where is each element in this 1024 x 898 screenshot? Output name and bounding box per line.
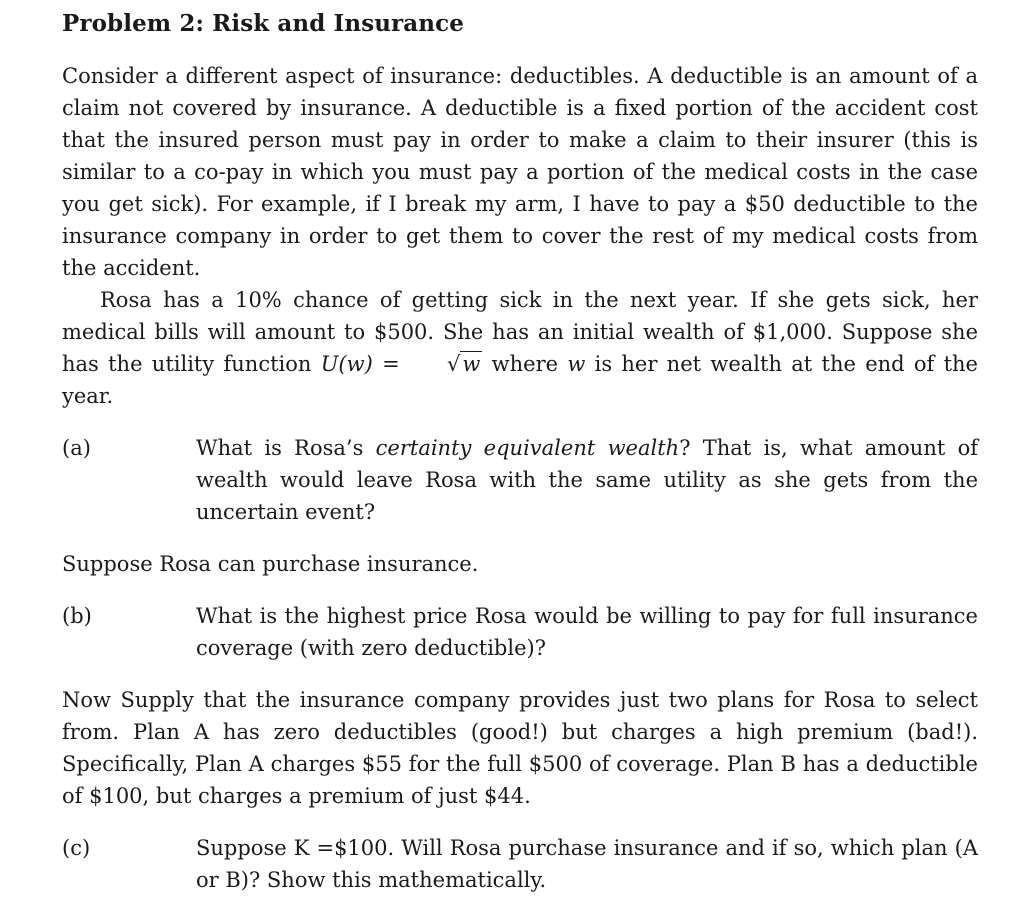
question-a-label: (a) (62, 436, 91, 460)
question-b-text: What is the highest price Rosa would be willing to pay for full insurance coverage (with zero deductible)? (196, 604, 978, 660)
rosa-text-1: Rosa has a 10% chance of getting sick in the next year. If she gets sick, her medical bills will amount to $500. She has an initial wealth of $1,000. Suppose she has the utility function (62, 288, 978, 376)
plans-paragraph: Now Supply that the insurance company provides just two plans for Rosa to select from. Plan A has zero deductibles (good!) but charges a high premium (bad!). Specifically, Plan A charges $55 for the full $500 of coverage. Plan B has a deductible of $100, but charges a premium of just $44. (62, 688, 978, 808)
rosa-text-2: where (482, 352, 568, 376)
sqrt-symbol: √ (446, 352, 461, 376)
question-a-text (196, 432, 978, 528)
utility-function-lhs: U(w) = (320, 352, 409, 376)
sqrt-expression (409, 348, 482, 380)
wealth-variable: w (567, 352, 586, 376)
question-c-label: (c) (62, 836, 91, 860)
question-b-label: (b) (62, 604, 92, 628)
question-a-emphasis: certainty equivalent wealth (375, 436, 680, 460)
purchase-line: Suppose Rosa can purchase insurance. (62, 552, 479, 576)
rosa-paragraph (62, 284, 978, 412)
question-a-text-1: What is Rosa’s (196, 436, 376, 460)
question-a-text-2: ? That is, what amount of wealth would leave Rosa with the same utility as she gets from the uncertain event? (196, 436, 979, 524)
intro-paragraph: Consider a different aspect of insurance: deductibles. A deductible is an amount of a claim not covered by insurance. A deductible is a fixed portion of the accident cost that the insured person must pay in order to make a claim to their insurer (this is similar to a co-pay in which you must pay a portion of the medical costs in the case you get sick). For example, if I break my arm, I have to pay a $50 deductible to the insurance company in order to get them to cover the rest of my medical costs from the accident. (62, 64, 978, 280)
sqrt-argument: w (462, 352, 481, 376)
problem-heading: Problem 2: Risk and Insurance (62, 10, 464, 37)
rosa-text-3: is her net wealth at the end of the year. (62, 352, 978, 408)
question-c-text: Suppose K =$100. Will Rosa purchase insurance and if so, which plan (A or B)? Show this mathematically. (196, 836, 978, 892)
